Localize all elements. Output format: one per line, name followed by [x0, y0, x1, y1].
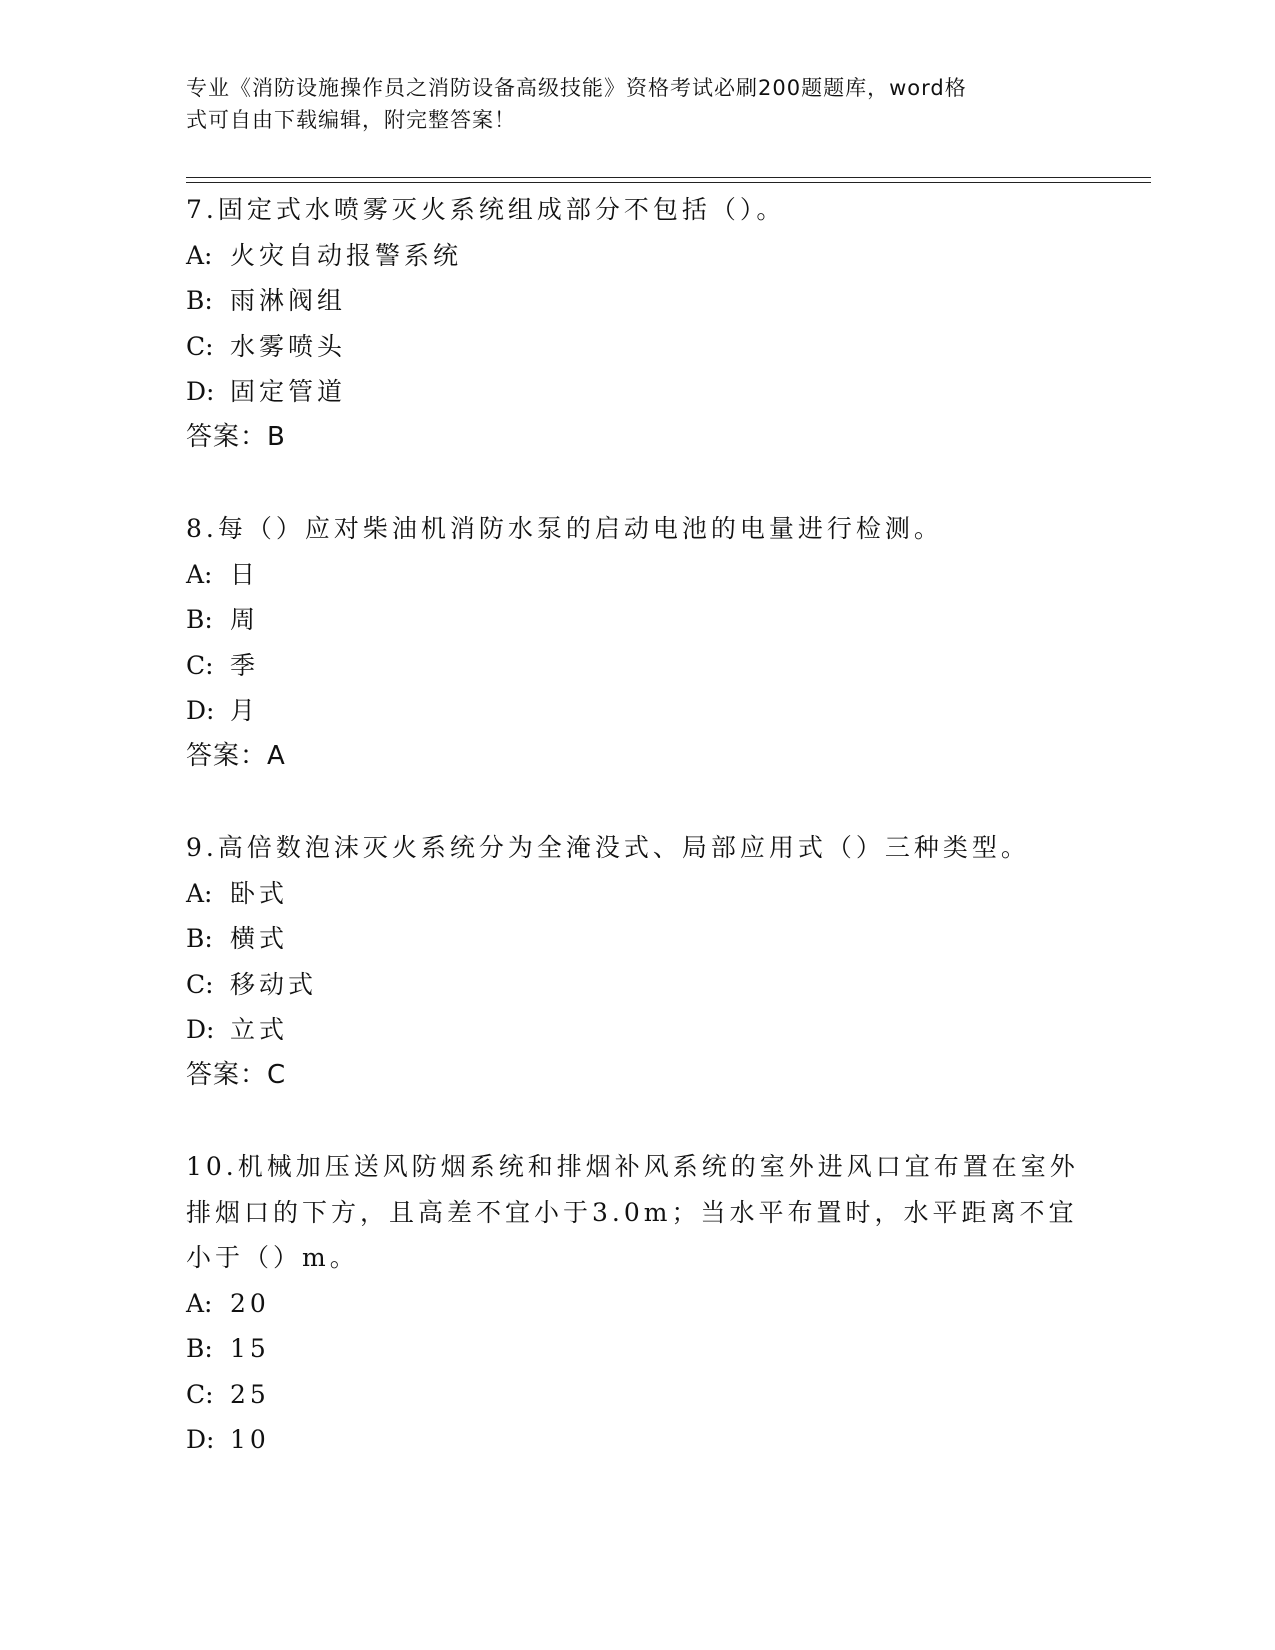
option-key: A:	[186, 878, 213, 908]
option-text: 周	[230, 605, 260, 634]
question-stem-line-2: 排烟口的下方，且高差不宜小于3.0m；当水平布置时，水平距离不宜	[186, 1197, 1078, 1227]
option-text: 火灾自动报警系统	[230, 240, 463, 270]
question-9	[186, 825, 1086, 1098]
option-d	[186, 1007, 1086, 1053]
question-list	[186, 187, 1086, 1509]
question-stem-line-3: 小于（）m。	[186, 1243, 359, 1272]
option-text: 20	[230, 1288, 270, 1318]
question-stem: 7.固定式水喷雾灭火系统组成部分不包括（）。	[186, 195, 786, 224]
question-8	[186, 506, 1086, 779]
option-key: B:	[186, 924, 213, 953]
header-line-2: 式可自由下载编辑，附完整答案！	[186, 108, 516, 132]
option-a	[186, 552, 1086, 598]
option-key: D:	[186, 696, 215, 725]
option-a	[186, 1281, 1086, 1327]
option-text: 季	[230, 650, 260, 680]
option-c	[186, 643, 1086, 689]
option-text: 固定管道	[230, 377, 347, 406]
option-text: 10	[230, 1425, 270, 1454]
option-key: C:	[186, 969, 214, 999]
option-key: B:	[186, 605, 213, 634]
option-text: 横式	[230, 924, 289, 953]
question-stem: 8.每（）应对柴油机消防水泵的启动电池的电量进行检测。	[186, 514, 943, 543]
option-a	[186, 233, 1086, 279]
option-text: 月	[230, 696, 260, 725]
option-key: D:	[186, 1015, 215, 1044]
option-b	[186, 597, 1086, 643]
header-divider-top	[186, 177, 1151, 178]
option-key: D:	[186, 377, 215, 406]
question-stem: 9.高倍数泡沫灭火系统分为全淹没式、局部应用式（）三种类型。	[186, 833, 1030, 862]
option-key: B:	[186, 286, 213, 315]
option-text: 水雾喷头	[230, 331, 347, 361]
question-7	[186, 187, 1086, 460]
option-c	[186, 1372, 1086, 1418]
option-key: A:	[186, 240, 213, 270]
option-key: C:	[186, 331, 214, 361]
option-text: 卧式	[230, 878, 289, 908]
option-d	[186, 369, 1086, 415]
option-c	[186, 962, 1086, 1008]
header-line-1: 专业《消防设施操作员之消防设备高级技能》资格考试必刷200题题库，word格	[186, 76, 967, 100]
option-key: A:	[186, 559, 213, 589]
answer-line: 答案：B	[186, 421, 286, 452]
option-text: 立式	[230, 1015, 289, 1044]
option-b	[186, 278, 1086, 324]
document-header	[186, 72, 1066, 136]
question-stem-line-1: 10.机械加压送风防烟系统和排烟补风系统的室外进风口宜布置在室外	[186, 1152, 1079, 1181]
option-d	[186, 1417, 1086, 1463]
option-c	[186, 324, 1086, 370]
option-key: D:	[186, 1425, 215, 1454]
option-text: 雨淋阀组	[230, 286, 347, 315]
option-key: C:	[186, 650, 214, 680]
option-d	[186, 688, 1086, 734]
option-text: 移动式	[230, 969, 318, 999]
option-key: C:	[186, 1379, 214, 1409]
option-b	[186, 916, 1086, 962]
header-divider-bottom	[186, 182, 1151, 183]
answer-line: 答案：A	[186, 740, 286, 771]
option-text: 25	[230, 1379, 270, 1409]
option-text: 15	[230, 1334, 270, 1363]
option-a	[186, 871, 1086, 917]
answer-line: 答案：C	[186, 1059, 287, 1090]
option-text: 日	[230, 559, 260, 589]
option-key: A:	[186, 1288, 213, 1318]
option-b	[186, 1326, 1086, 1372]
option-key: B:	[186, 1334, 213, 1363]
question-10	[186, 1144, 1086, 1463]
